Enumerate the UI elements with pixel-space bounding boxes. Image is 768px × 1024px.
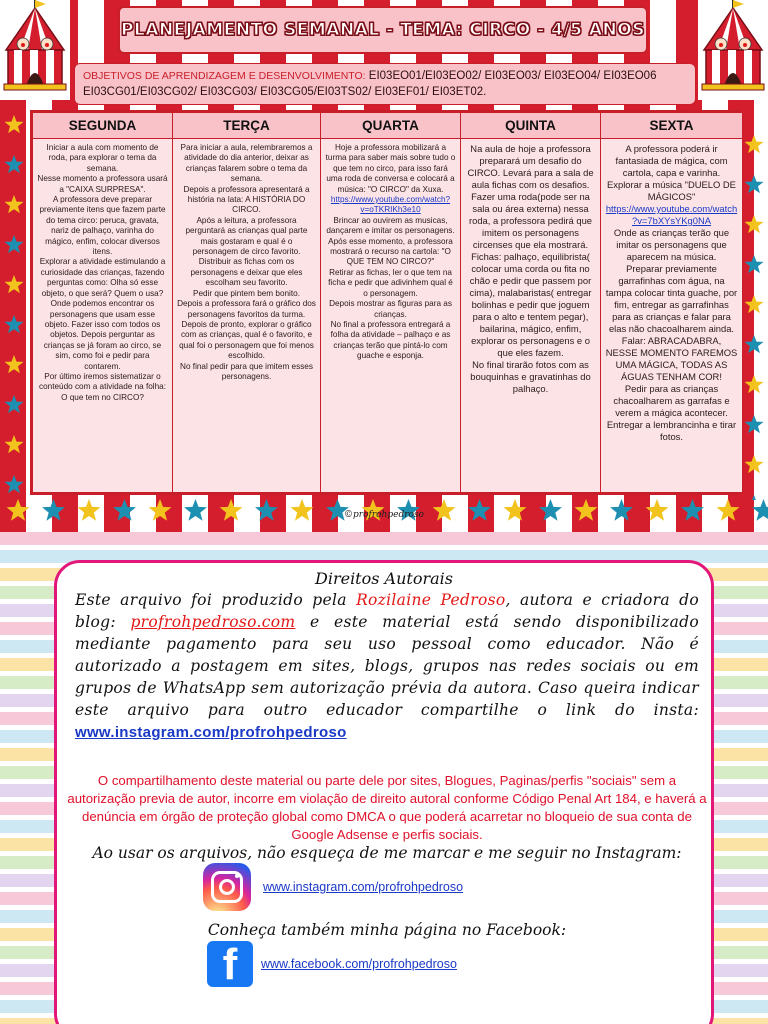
- star-icon: [745, 415, 764, 433]
- author-name: Rozilaine Pedroso: [356, 591, 506, 609]
- day-plan-text: Onde as crianças terão que imitar os personagens que aparecem na música. Preparar previamente garrafinhas com água, na tampa colocar tinta guache, por fim, entregar as garrafinhas para as crianças e falar para elas não chacoalharem ainda. Falar: ABRACADABRA, NESSE MOMENTO FAREMOS UMA MÁGICA, TODAS AS ÁGUAS TENHAM COR! Pedir para as crianças chacoalharem as garrafas e verem a mágica acontecer. Entregar a lembrancinha e tirar fotos.: [605, 227, 738, 442]
- facebook-instruction: Conheça também minha página no Facebook:: [207, 921, 567, 939]
- rights-text: e este material está sendo disponibilizado mediante pagamento para seu uso pessoal como educador. Não é autorizado a postagem em sites, blogs, grupos nas redes sociais ou em grupos de WhatsApp sem autorização prévia da autora. Caso queira indicar este arquivo para outro educador compartilhe o link do insta:: [75, 613, 699, 719]
- copyright-notice-section: [0, 532, 768, 1024]
- star-icon: [745, 375, 764, 393]
- follow-instruction: Ao usar os arquivos, não esqueça de me marcar e me seguir no Instagram:: [92, 844, 682, 862]
- star-icon: [745, 135, 764, 153]
- facebook-url-link[interactable]: www.facebook.com/profrohpedroso: [261, 957, 457, 971]
- star-icon: [745, 215, 764, 233]
- rights-title: Direitos Autorais: [315, 569, 453, 588]
- rights-text: Este arquivo foi produzido pela: [75, 591, 357, 609]
- star-icon: [745, 455, 764, 473]
- day-plan-text: Para iniciar a aula, relembraremos a atividade do dia anterior, deixar as crianças falarem sobre o tema da semana. Depois a professora apresentará a história na lata: A HISTÓRIA DO CIRCO. Após a leitura, a professora perguntará as crianças qual parte mais gostaram e qual é o personagem de circo favorito. Distribuir as fichas com os personagens e deixar que eles escolham seu favorito. Pedir que pintem bem bonito. Depois a professora fará o gráfico dos personagens favoritos da turma. Depois de pronto, explorar o gráfico com as crianças, qual é o favorito, e qual foi o personagem que foi menos escolhido. No final pedir para que imitem esses personagens.: [177, 143, 316, 381]
- circus-tent-icon: [698, 0, 768, 100]
- instagram-url-link[interactable]: www.instagram.com/profrohpedroso: [263, 880, 464, 894]
- star-icon: [5, 435, 24, 453]
- legal-warning: O compartilhamento deste material ou parte dele por sites, Blogues, Paginas/perfis "sociais" sem a autorização previa de autor, incorre em violação de direito autoral conforme Código Penal Art 184, e haverá a denúncia em órgão de proteção global como DMCA o que poderá acarretar no bloqueio de sua conta de Google Adsense e perfis sociais.: [67, 773, 707, 842]
- learning-objectives: [74, 63, 696, 105]
- star-icon: [745, 295, 764, 313]
- star-icon: [5, 155, 24, 173]
- star-icon: [5, 315, 24, 333]
- day-plan-quinta: [461, 139, 601, 493]
- objectives-codes-line2: EI03CG01/EI03CG02/ EI03CG03/ EI03CG05/EI03TS02/ EI03EF01/ EI03ET02.: [83, 86, 487, 98]
- day-plan-text: Iniciar a aula com momento de roda, para explorar o tema da semana. Nesse momento a professora usará a "CAIXA SURPRESA". A professora deve preparar previamente itens que fazem parte do tema circo: peruca, gravata, nariz de palhaço, varinha do mágico, enfim, colocar diversos itens. Explorar a atividade estimulando a curiosidade das crianças, fazendo perguntas como: Olha só esse objeto, o que será? Quem o usa? Onde podemos encontrar os personagens que usam esse objeto. Fazer isso com todos os objetos. Depois perguntar as crianças se já foram ao circo, se sim, como foi e pedir para contarem. Por último iremos sistematizar o conteúdo com a atividade na folha: O que tem no CIRCO?: [37, 143, 168, 402]
- instagram-icon[interactable]: [203, 863, 251, 911]
- instagram-row: [203, 863, 463, 911]
- day-plan-text: Hoje a professora mobilizará a turma para saber mais sobre tudo o que tem no circo, para isso fará uma roda de conversa e colocará a música: "O CIRCO" da Xuxa.: [325, 143, 456, 194]
- star-icon: [745, 175, 764, 193]
- circus-tent-icon: [0, 0, 70, 100]
- rights-body: [75, 589, 699, 744]
- objectives-codes-line1: EI03EO01/EI03EO02/ EI03EO03/ EI03EO04/ EI03EO06: [365, 70, 657, 82]
- star-icon: [745, 255, 764, 273]
- day-plan-terca: [173, 139, 321, 493]
- youtube-link[interactable]: https://www.youtube.com/watch?v=oTKRIKh3e10: [330, 195, 451, 215]
- youtube-link[interactable]: https://www.youtube.com/watch?v=7bXYsYKg0NA: [605, 203, 738, 226]
- star-icon: [5, 235, 24, 253]
- day-plan-sexta: [601, 139, 743, 493]
- facebook-icon[interactable]: f: [207, 941, 253, 987]
- star-icon: [5, 355, 24, 373]
- day-plan-segunda: [33, 139, 173, 493]
- day-header-segunda: SEGUNDA: [33, 113, 173, 139]
- day-plan-text: Brincar ao ouvirem as musicas, dançarem e imitar os personagens. Após esse momento, a professora mostrará o recurso na cartola: "O QUE TEM NO CIRCO?" Retirar as fichas, ler o que tem na ficha e pedir que adivinhem qual é o personagem. Depois mostrar as figuras para as crianças. No final a professora entregará a folha da atividade – palhaço e as crianças terão que pintá-lo com guache e esponja.: [326, 215, 455, 361]
- day-header-quinta: QUINTA: [461, 113, 601, 139]
- star-icon: [5, 475, 24, 493]
- star-decoration-icon: [740, 105, 768, 500]
- page-title: PLANEJAMENTO SEMANAL - TEMA: CIRCO - 4/5 ANOS: [121, 20, 645, 40]
- star-icon: [5, 195, 24, 213]
- objectives-label: OBJETIVOS DE APRENDIZAGEM E DESENVOLVIMENTO:: [83, 70, 366, 82]
- star-decoration-icon: [0, 105, 30, 500]
- star-icon: [5, 115, 24, 133]
- weekly-plan-table: [30, 110, 740, 495]
- rights-text: , autora e criadora do blog:: [75, 591, 699, 631]
- day-header-terca: TERÇA: [173, 113, 321, 139]
- star-icon: [5, 395, 24, 413]
- blog-link[interactable]: profrohpedroso.com: [130, 613, 296, 631]
- day-header-quarta: QUARTA: [321, 113, 461, 139]
- day-plan-quarta: [321, 139, 461, 493]
- copyright-watermark: ©profrohpedroso: [344, 510, 424, 520]
- day-plan-text: A professora poderá ir fantasiada de mágica, com cartola, capa e varinha. Explorar a música "DUELO DE MÁGICOS": [607, 143, 736, 202]
- title-banner: [118, 6, 648, 54]
- day-plan-text: Na aula de hoje a professora preparará um desafio do CIRCO. Levará para a sala de aula fichas com os desafios. Fazer uma roda(pode ser na sala ou área externa) nessa roda, a professora pedirá que imitem os personagens circenses que ela mostrará. Fichas: palhaço, equilibrista( colocar uma corda ou fita no chão e pedir que passem por cima), malabaristas( entregar bolinhas e pedir que joguem para o alto e tentem pegar), bailarina, mágico, enfim, explorar os personagens e o que eles fazem. No final tirarão fotos com as bouquinhas e gravatinhas do palhaço.: [467, 143, 594, 394]
- copyright-card: [54, 560, 714, 1024]
- day-header-sexta: SEXTA: [601, 113, 743, 139]
- instagram-link[interactable]: www.instagram.com/profrohpedroso: [75, 724, 347, 741]
- facebook-row: [207, 941, 457, 987]
- star-icon: [745, 335, 764, 353]
- star-icon: [5, 275, 24, 293]
